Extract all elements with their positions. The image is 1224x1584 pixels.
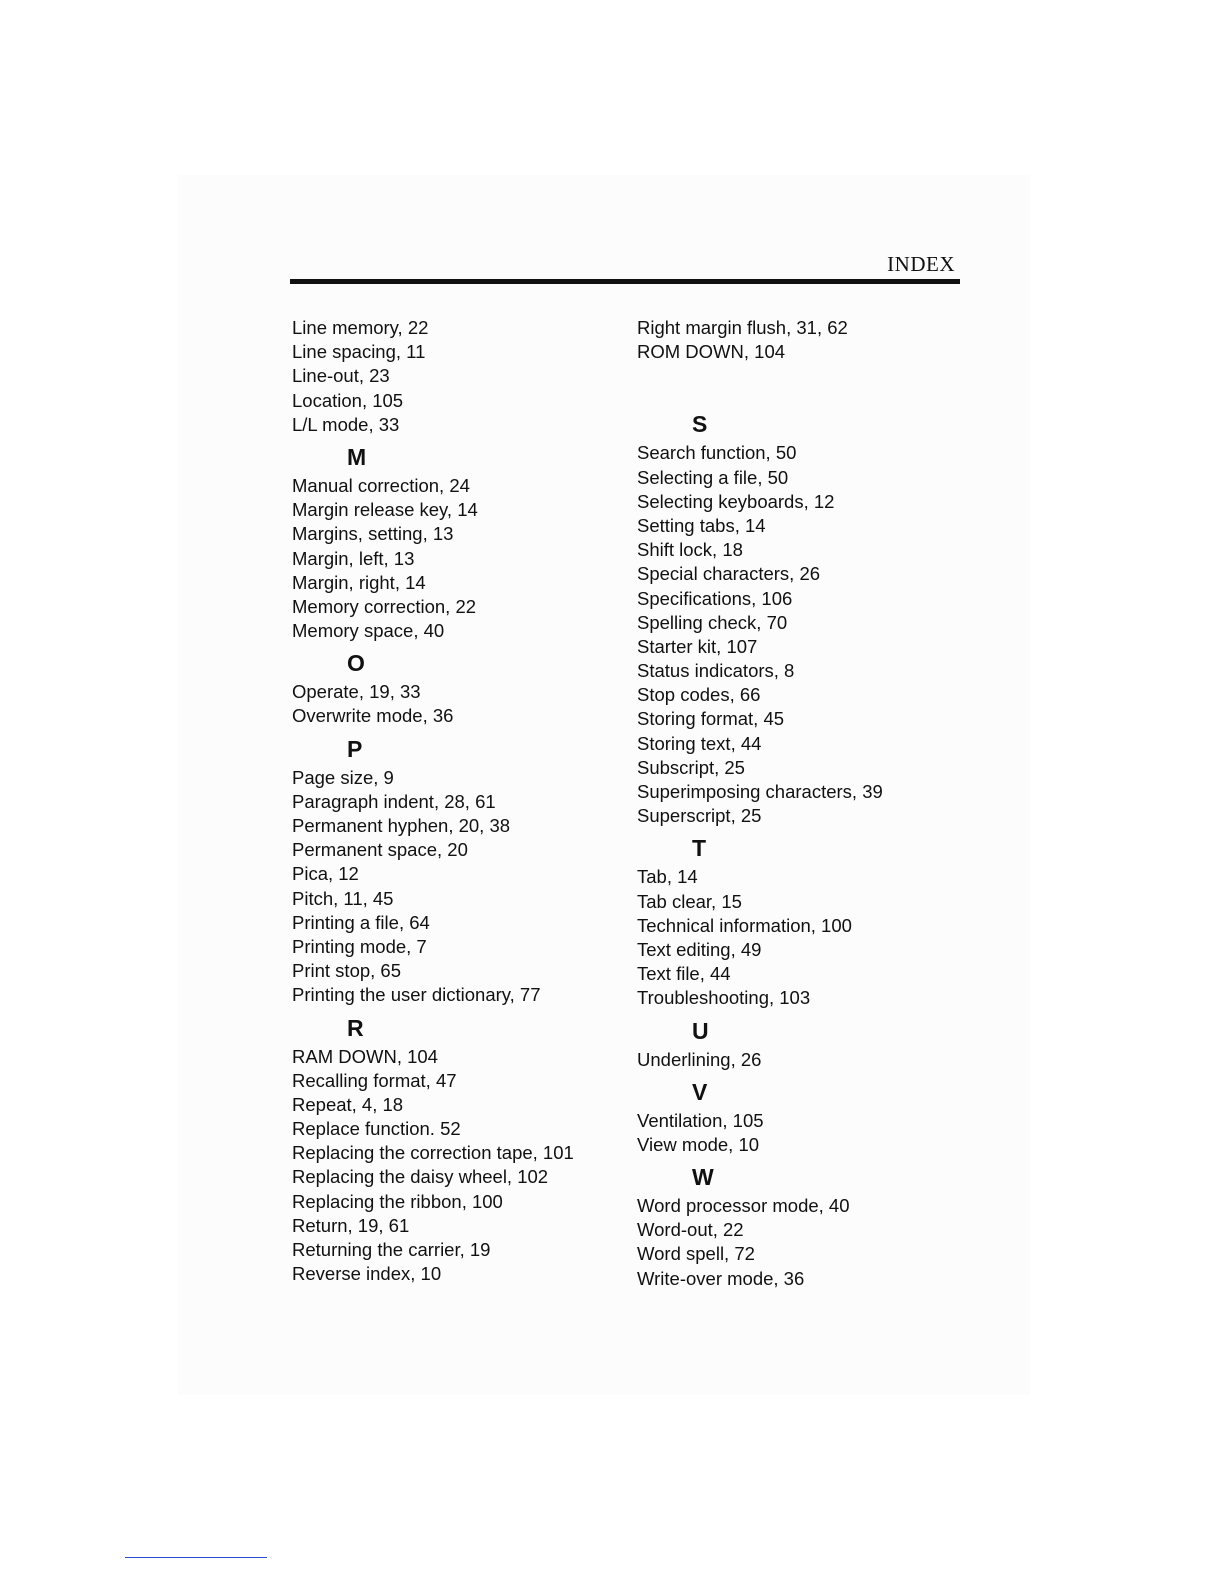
index-entry: Print stop, 65: [292, 960, 402, 982]
section-letter: O: [347, 650, 365, 677]
index-entry: Technical information, 100: [637, 914, 852, 936]
index-entry: Recalling format, 47: [292, 1069, 457, 1091]
index-entry: Text file, 44: [637, 963, 731, 985]
index-entry: Margin release key, 14: [292, 499, 478, 521]
index-entry: Underlining, 26: [637, 1048, 762, 1070]
index-entry: Manual correction, 24: [292, 474, 470, 496]
index-entry: Memory space, 40: [292, 620, 445, 642]
index-entry: Word spell, 72: [637, 1243, 755, 1265]
index-entry: Specifications, 106: [637, 587, 793, 609]
index-entry: Margin, right, 14: [292, 571, 426, 593]
index-entry: Selecting keyboards, 12: [637, 490, 835, 512]
index-entry: Special characters, 26: [637, 563, 821, 585]
index-column-left: [292, 316, 612, 1286]
header-rule: [290, 279, 960, 284]
index-entry: Stop codes, 66: [637, 684, 761, 706]
index-entry: Tab clear, 15: [637, 890, 742, 912]
index-entry: Operate, 19, 33: [292, 681, 421, 703]
index-entry: Setting tabs, 14: [637, 514, 766, 536]
index-entry: Pitch, 11, 45: [292, 887, 394, 909]
section-letter: M: [347, 443, 367, 470]
index-entry: Text editing, 49: [637, 938, 762, 960]
index-entry: Line-out, 23: [292, 365, 390, 387]
index-entry: Replacing the daisy wheel, 102: [292, 1166, 549, 1188]
section-letter: W: [692, 1164, 714, 1191]
index-entry: Overwrite mode, 36: [292, 705, 454, 727]
section-letter: P: [347, 735, 363, 762]
index-entry: Right margin flush, 31, 62: [637, 317, 848, 338]
index-entry: Repeat, 4, 18: [292, 1093, 404, 1115]
index-entry: Margin, left, 13: [292, 547, 415, 569]
section-spacer: [637, 364, 957, 404]
index-entry: Return, 19, 61: [292, 1214, 410, 1236]
index-entry: ROM DOWN, 104: [637, 341, 786, 363]
footer-link-underline: [125, 1557, 267, 1558]
index-entry: Pica, 12: [292, 863, 359, 885]
index-entry: Printing mode, 7: [292, 935, 427, 957]
index-entry: Replacing the correction tape, 101: [292, 1142, 574, 1164]
index-entry: Troubleshooting, 103: [637, 987, 811, 1009]
index-entry: Superimposing characters, 39: [637, 781, 883, 802]
index-entry: Paragraph indent, 28, 61: [292, 790, 496, 812]
index-column-right: [637, 316, 957, 1291]
index-entry: Margins, setting, 13: [292, 523, 454, 545]
index-entry: Storing text, 44: [637, 732, 762, 754]
index-entry: Line spacing, 11: [292, 341, 426, 363]
index-entry: Returning the carrier, 19: [292, 1239, 491, 1260]
section-letter: R: [347, 1014, 364, 1041]
index-entry: Subscript, 25: [637, 756, 745, 778]
section-letter: V: [692, 1078, 708, 1105]
index-entry: Write-over mode, 36: [637, 1267, 805, 1289]
index-entry: Replace function. 52: [292, 1118, 461, 1140]
index-entry: Spelling check, 70: [637, 611, 788, 633]
index-entry: Word processor mode, 40: [637, 1195, 850, 1217]
index-entry: L/L mode, 33: [292, 413, 400, 435]
index-entry: Memory correction, 22: [292, 595, 477, 617]
index-entry: Location, 105: [292, 389, 404, 411]
index-entry: Permanent space, 20: [292, 839, 468, 861]
index-entry: Replacing the ribbon, 100: [292, 1190, 503, 1212]
index-entry: Selecting a file, 50: [637, 466, 789, 488]
section-letter: U: [692, 1017, 709, 1044]
index-entry: Page size, 9: [292, 766, 394, 788]
index-entry: View mode, 10: [637, 1133, 760, 1155]
index-entry: Superscript, 25: [637, 805, 762, 827]
index-entry: Search function, 50: [637, 442, 797, 464]
index-entry: Line memory, 22: [292, 317, 429, 338]
index-entry: Ventilation, 105: [637, 1109, 764, 1131]
index-entry: Storing format, 45: [637, 708, 785, 730]
index-entry: Reverse index, 10: [292, 1263, 442, 1285]
index-entry: Shift lock, 18: [637, 539, 743, 561]
index-entry: RAM DOWN, 104: [292, 1045, 438, 1067]
index-entry: Printing the user dictionary, 77: [292, 984, 541, 1006]
page-title: INDEX: [887, 252, 955, 276]
index-entry: Status indicators, 8: [637, 660, 795, 682]
index-entry: Printing a file, 64: [292, 911, 430, 933]
index-entry: Tab, 14: [637, 866, 698, 888]
section-letter: S: [692, 411, 708, 438]
index-entry: Permanent hyphen, 20, 38: [292, 815, 511, 836]
index-entry: Word-out, 22: [637, 1219, 744, 1241]
section-letter: T: [692, 835, 707, 862]
index-entry: Starter kit, 107: [637, 635, 758, 657]
